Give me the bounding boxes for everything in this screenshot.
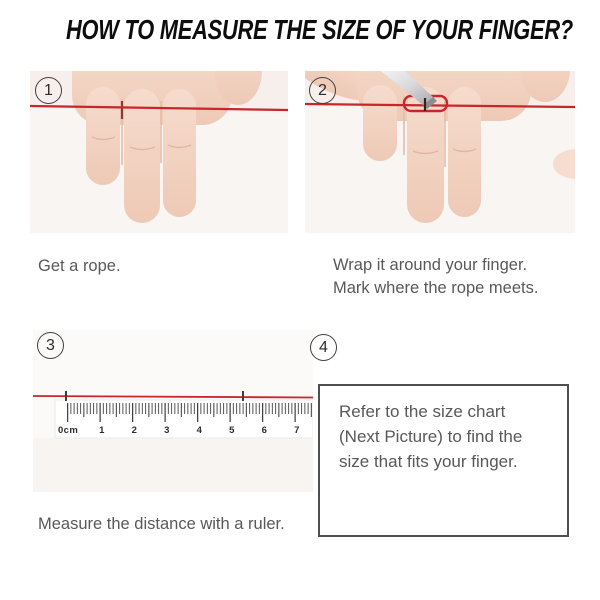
ruler-label-1: 1	[99, 425, 105, 436]
step1-number-badge: 1	[35, 77, 62, 104]
step2-caption	[333, 254, 538, 300]
ruler-label-7: 7	[294, 425, 300, 436]
step2-number-badge: 2	[309, 77, 336, 104]
step3-photo	[33, 330, 313, 492]
ruler-label-6: 6	[261, 425, 268, 436]
step4-text-line2: (Next Picture) to find the	[339, 427, 523, 446]
step2-caption-line2: Mark where the rope meets.	[333, 279, 539, 297]
step4-text-line3: size that fits your finger.	[339, 452, 518, 471]
ruler-label-0cm: 0cm	[58, 425, 79, 436]
step4-instruction-box	[318, 384, 569, 537]
step2-caption-line1: Wrap it around your finger.	[333, 256, 528, 274]
ruler-label-5: 5	[229, 425, 235, 436]
step1-photo	[30, 71, 288, 233]
step3-caption: Measure the distance with a ruler.	[38, 515, 285, 533]
page-title: HOW TO MEASURE THE SIZE OF YOUR FINGER?	[66, 14, 573, 45]
hand-with-rope-icon	[30, 71, 288, 233]
step1-caption: Get a rope.	[38, 257, 121, 275]
step4-instruction-text	[320, 386, 567, 474]
ruler-with-rope-icon	[33, 330, 313, 492]
step4-number-badge: 4	[310, 334, 337, 361]
ruler-label-2: 2	[131, 425, 138, 436]
hand-pen-rope-wrap-icon	[305, 71, 575, 233]
step3-number-badge: 3	[37, 332, 64, 359]
step4-text-line1: Refer to the size chart	[339, 402, 506, 421]
ruler-label-4: 4	[196, 425, 203, 436]
step2-photo	[305, 71, 575, 233]
ruler-label-3: 3	[164, 425, 170, 436]
